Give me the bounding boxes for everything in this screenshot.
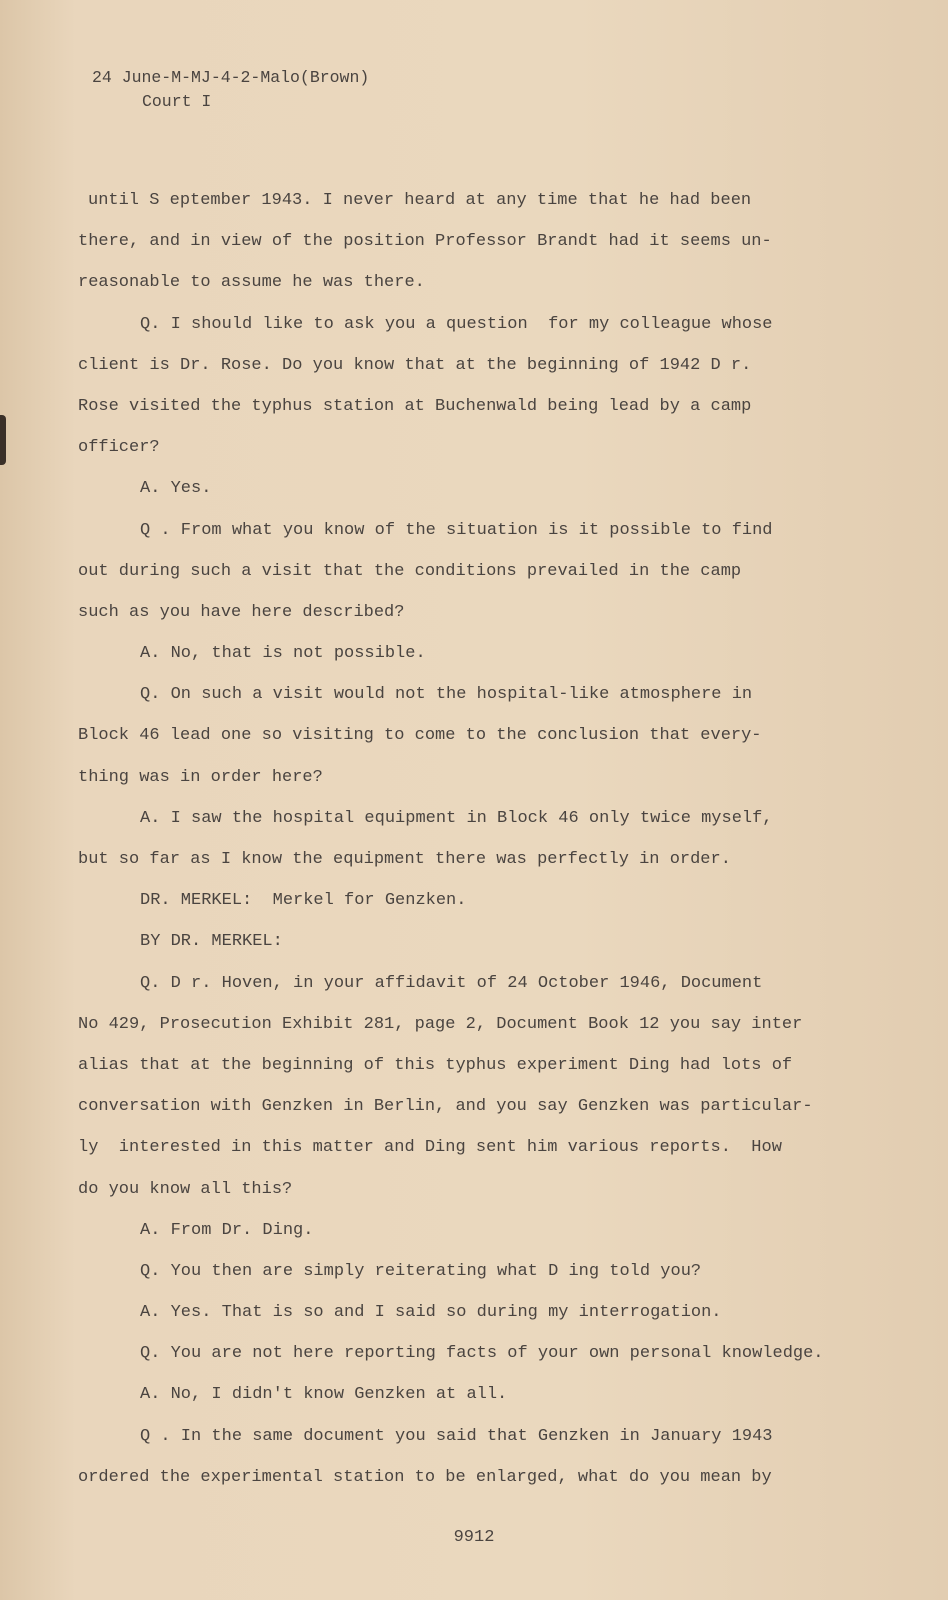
transcript-line: A. No, that is not possible. [140, 644, 426, 664]
transcript-line: ly interested in this matter and Ding sent him various reports. How [78, 1138, 782, 1158]
transcript-line: out during such a visit that the conditions prevailed in the camp [78, 561, 742, 581]
transcript-line: until S eptember 1943. I never heard at any time that he had been [88, 191, 752, 210]
transcript-line: Q. On such a visit would not the hospital-like atmosphere in [140, 685, 753, 705]
transcript-line: A. Yes. [140, 479, 212, 499]
transcript-line: such as you have here described? [78, 602, 405, 622]
transcript-line: ordered the experimental station to be enlarged, what do you mean by [78, 1467, 772, 1487]
transcript-line: Q . From what you know of the situation is it possible to find [140, 520, 773, 540]
transcript-line: A. No, I didn't know Genzken at all. [140, 1385, 508, 1405]
transcript-line: there, and in view of the position Professor Brandt had it seems un- [78, 232, 772, 252]
transcript-line: A. I saw the hospital equipment in Block 46 only twice myself, [140, 808, 773, 828]
transcript-line: Q. You are not here reporting facts of your own personal knowledge. [140, 1344, 824, 1364]
transcript-line: officer? [78, 438, 160, 458]
binding-mark [0, 415, 6, 465]
transcript-line: thing was in order here? [78, 767, 323, 787]
transcript-line: alias that at the beginning of this typhus experiment Ding had lots of [78, 1055, 793, 1075]
transcript-line: A. Yes. That is so and I said so during my interrogation. [140, 1303, 722, 1323]
header-reference: 24 June-M-MJ-4-2-Malo(Brown) [92, 68, 370, 87]
transcript-line: Q. You then are simply reiterating what D ing told you? [140, 1261, 702, 1281]
transcript-line: BY DR. MERKEL: [140, 932, 283, 952]
transcript-line: Q. I should like to ask you a question for my colleague whose [140, 314, 773, 334]
transcript-body [78, 190, 938, 1508]
transcript-line: client is Dr. Rose. Do you know that at the beginning of 1942 D r. [78, 355, 752, 375]
transcript-line: do you know all this? [78, 1179, 293, 1199]
transcript-line: conversation with Genzken in Berlin, and you say Genzken was particular- [78, 1097, 813, 1117]
transcript-line: A. From Dr. Ding. [140, 1220, 314, 1240]
transcript-line: Rose visited the typhus station at Buchenwald being lead by a camp [78, 396, 752, 416]
page-number: 9912 [453, 1528, 495, 1547]
transcript-line: DR. MERKEL: Merkel for Genzken. [140, 891, 467, 911]
transcript-line: Q . In the same document you said that Genzken in January 1943 [140, 1426, 773, 1446]
header-court: Court I [142, 92, 212, 111]
transcript-line: Q. D r. Hoven, in your affidavit of 24 October 1946, Document [140, 973, 763, 993]
transcript-line: No 429, Prosecution Exhibit 281, page 2, Document Book 12 you say inter [78, 1014, 803, 1034]
transcript-line: Block 46 lead one so visiting to come to the conclusion that every- [78, 726, 762, 746]
transcript-line: reasonable to assume he was there. [78, 273, 425, 293]
document-header [92, 66, 369, 114]
transcript-line: but so far as I know the equipment there was perfectly in order. [78, 850, 731, 869]
